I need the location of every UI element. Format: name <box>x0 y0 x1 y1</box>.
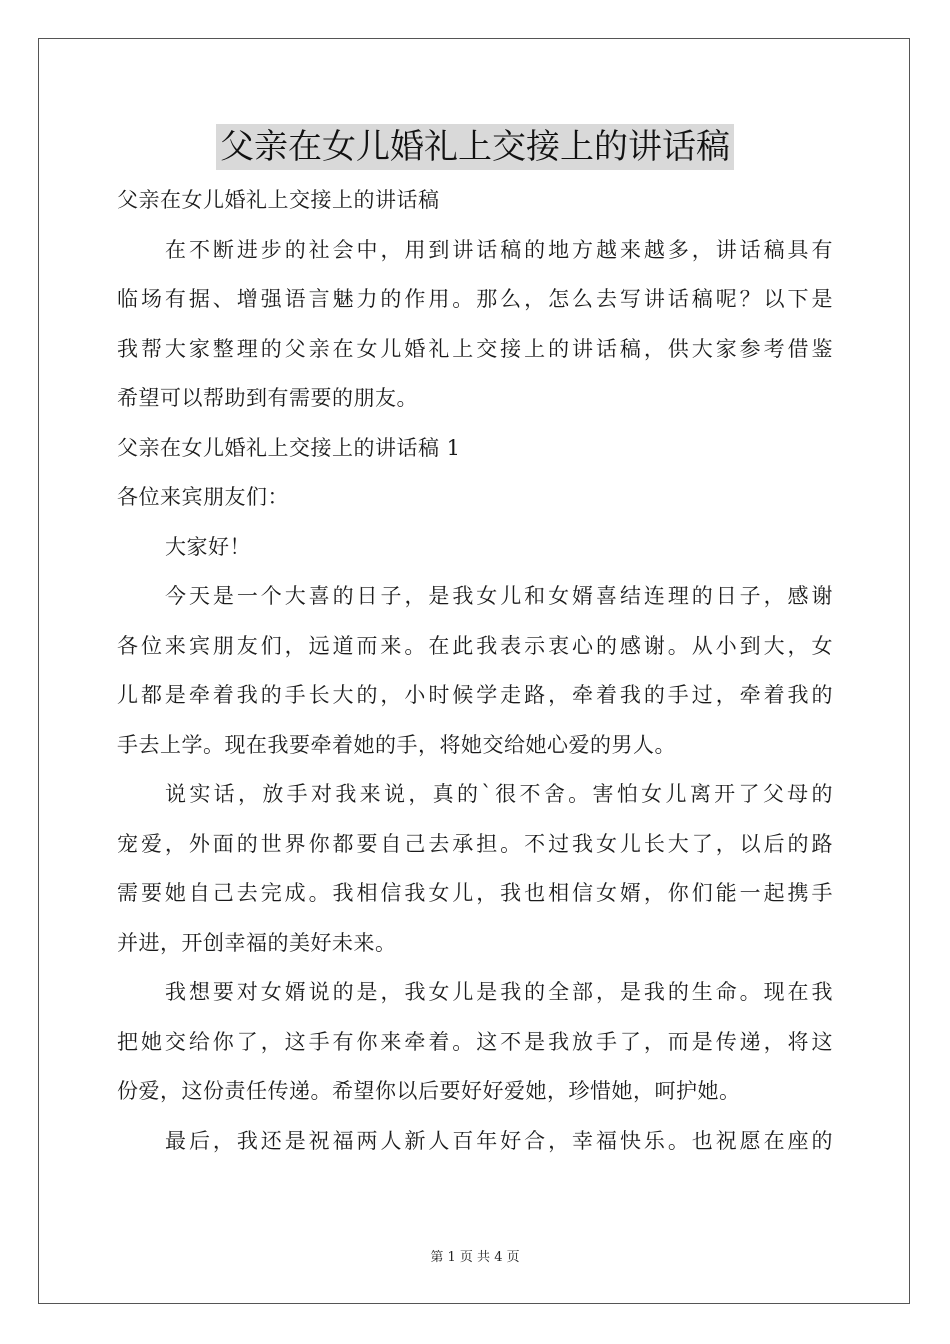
page-footer: 第 1 页 共 4 页 <box>430 1250 520 1265</box>
text-line: 各位来宾朋友们，远道而来。在此我表示衷心的感谢。从小到大，女 <box>117 633 833 658</box>
text-line: 我想要对女婿说的是，我女儿是我的全部，是我的生命。现在我 <box>165 980 833 1004</box>
text-line: 我帮大家整理的父亲在女儿婚礼上交接上的讲话稿，供大家参考借鉴 <box>117 336 833 361</box>
text-line: 临场有据、增强语言魅力的作用。那么，怎么去写讲话稿呢？以下是 <box>117 287 833 311</box>
text-line: 今天是一个大喜的日子，是我女儿和女婿喜结连理的日子，感谢 <box>165 584 833 608</box>
text-line: 需要她自己去完成。我相信我女儿，我也相信女婿，你们能一起携手 <box>117 881 833 905</box>
text-line: 希望可以帮助到有需要的朋友。 <box>117 386 418 410</box>
text-line: 父亲在女儿婚礼上交接上的讲话稿 <box>117 188 440 212</box>
text-line: 最后，我还是祝福两人新人百年好合，幸福快乐。也祝愿在座的 <box>165 1128 833 1153</box>
title-container <box>0 124 950 170</box>
document-body <box>117 176 833 1166</box>
text-line: 父亲在女儿婚礼上交接上的讲话稿 1 <box>117 435 461 460</box>
text-line: 把她交给你了，这手有你来牵着。这不是我放手了，而是传递，将这 <box>117 1029 833 1054</box>
text-line: 手去上学。现在我要牵着她的手，将她交给她心爱的男人。 <box>117 732 676 757</box>
text-line: 在不断进步的社会中，用到讲话稿的地方越来越多，讲话稿具有 <box>165 237 833 262</box>
text-line: 说实话，放手对我来说，真的`很不舍。害怕女儿离开了父母的 <box>165 782 833 806</box>
document-title: 父亲在女儿婚礼上交接上的讲话稿 <box>216 124 734 170</box>
text-line: 份爱，这份责任传递。希望你以后要好好爱她，珍惜她，呵护她。 <box>117 1079 741 1103</box>
text-line: 大家好！ <box>165 534 251 559</box>
text-line: 并进，开创幸福的美好未来。 <box>117 930 397 955</box>
text-line: 宠爱，外面的世界你都要自己去承担。不过我女儿长大了，以后的路 <box>117 831 833 856</box>
text-line: 儿都是牵着我的手长大的，小时候学走路，牵着我的手过，牵着我的 <box>117 683 833 707</box>
text-line: 各位来宾朋友们： <box>117 485 289 509</box>
